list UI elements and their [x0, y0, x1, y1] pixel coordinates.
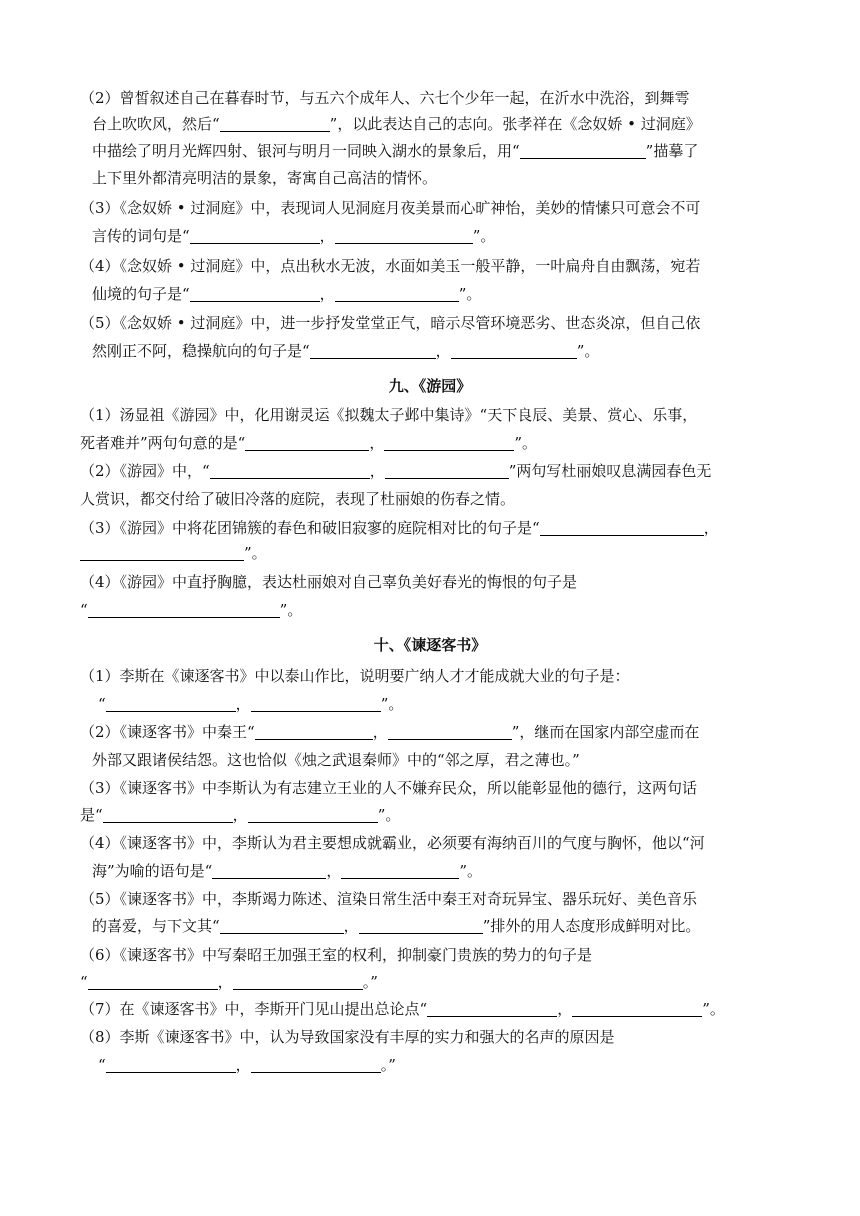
answer-blank[interactable]	[245, 433, 369, 451]
answer-blank[interactable]	[335, 284, 459, 302]
answer-blank[interactable]	[220, 114, 330, 132]
youyuan-3-line-1: （3）《游园》中将花团锦簇的春色和破旧寂寥的庭院相对比的句子是“ ，	[80, 519, 719, 537]
jianzhu-6-line-1: （6）《谏逐客书》中写秦昭王加强王室的权利，抑制豪门贵族的势力的句子是	[80, 946, 593, 964]
answer-blank[interactable]	[540, 518, 704, 536]
youyuan-4-line-1: （4）《游园》中直抒胸臆，表达杜丽娘对自己辜负美好春光的悔恨的句子是	[80, 573, 578, 591]
question-2-line-3: 中描绘了明月光辉四射、银河与明月一同映入湖水的景象后，用“ ”描摹了	[92, 142, 699, 160]
jianzhu-3-line-1: （3）《谏逐客书》中李斯认为有志建立王业的人不嫌弃民众，所以能彰显他的德行，这两句话	[80, 779, 698, 797]
jianzhu-2-line-2: 外部又跟诸侯结怨。这也恰似《烛之武退秦师》中的“邻之厚，君之薄也。”	[92, 751, 580, 769]
section-heading-jianzhukeshu: 十、《谏逐客书》	[373, 636, 487, 654]
question-4-line-1: （4）《念奴娇 • 过洞庭》中，点出秋水无波，水面如美玉一般平静，一叶扁舟自由飘荡，宛若	[80, 257, 701, 275]
youyuan-2-line-1: （2）《游园》中，“ ， ”两句写杜丽娘叹息满园春色无	[80, 462, 712, 480]
answer-blank[interactable]	[359, 916, 483, 934]
answer-blank[interactable]	[80, 543, 244, 561]
jianzhu-3-line-2: 是“ ， ”。	[80, 806, 401, 824]
answer-blank[interactable]	[384, 433, 514, 451]
jianzhu-4-line-1: （4）《谏逐客书》中，李斯认为君主要想成就霸业，必须要有海纳百川的气度与胸怀，他以“河	[80, 834, 705, 852]
jianzhu-8-line-1: （8）李斯《谏逐客书》中，认为导致国家没有丰厚的实力和强大的名声的原因是	[80, 1028, 615, 1046]
answer-blank[interactable]	[385, 461, 509, 479]
answer-blank[interactable]	[106, 1055, 236, 1073]
question-4-line-2: 仙境的句子是“ ， ”。	[92, 285, 482, 303]
jianzhu-7-line-1: （7）在《谏逐客书》中，李斯开门见山提出总论点“ ， ”。	[80, 1000, 725, 1018]
question-5-line-1: （5）《念奴娇 • 过洞庭》中，进一步抒发堂堂正气，暗示尽管环境恶劣、世态炎凉，但自己依	[80, 314, 701, 332]
answer-blank[interactable]	[212, 861, 326, 879]
answer-blank[interactable]	[251, 694, 381, 712]
youyuan-2-line-2: 人赏识，都交付给了破旧冷落的庭院，表现了杜丽娘的伤春之情。	[80, 490, 516, 508]
answer-blank[interactable]	[520, 141, 646, 159]
answer-blank[interactable]	[388, 722, 512, 740]
jianzhu-6-line-2: “ ， 。”	[80, 973, 378, 991]
answer-blank[interactable]	[572, 999, 702, 1017]
youyuan-1-line-2: 死者难并”两句句意的是“ ， ”。	[80, 434, 538, 452]
youyuan-1-line-1: （1）汤显祖《游园》中，化用谢灵运《拟魏太子邺中集诗》“天下良辰、美景、赏心、乐事，	[80, 406, 698, 424]
question-2-line-1: （2）曾皙叙述自己在暮春时节，与五六个成年人、六七个少年一起，在沂水中洗浴，到舞雩	[80, 89, 690, 107]
question-2-line-4: 上下里外都清亮明洁的景象，寄寓自己高洁的情怀。	[92, 169, 438, 187]
jianzhu-5-line-1: （5）《谏逐客书》中，李斯竭力陈述、渲染日常生活中秦王对奇玩异宝、器乐玩好、美色音乐	[80, 890, 698, 908]
answer-blank[interactable]	[190, 226, 320, 244]
question-3-line-1: （3）《念奴娇 • 过洞庭》中，表现词人见洞庭月夜美景而心旷神怡，美妙的情愫只可意会不可	[80, 199, 701, 217]
answer-blank[interactable]	[248, 805, 378, 823]
question-3-line-2: 言传的词句是“ ， ”。	[92, 227, 496, 245]
answer-blank[interactable]	[106, 694, 236, 712]
answer-blank[interactable]	[255, 722, 373, 740]
answer-blank[interactable]	[190, 284, 320, 302]
answer-blank[interactable]	[220, 916, 344, 934]
answer-blank[interactable]	[210, 461, 370, 479]
answer-blank[interactable]	[427, 999, 557, 1017]
jianzhu-2-line-1: （2）《谏逐客书》中秦王“ ， ”，继而在国家内部空虚而在	[80, 723, 700, 741]
answer-blank[interactable]	[451, 341, 577, 359]
question-2-line-2: 台上吹吹风，然后“ ”，以此表达自己的志向。张孝祥在《念奴娇 • 过洞庭》	[92, 115, 701, 133]
answer-blank[interactable]	[341, 861, 459, 879]
answer-blank[interactable]	[335, 226, 473, 244]
jianzhu-8-line-2: “ ， 。”	[98, 1056, 396, 1074]
answer-blank[interactable]	[251, 1055, 381, 1073]
answer-blank[interactable]	[103, 805, 233, 823]
answer-blank[interactable]	[88, 972, 218, 990]
jianzhu-5-line-2: 的喜爱，与下文其“ ， ”排外的用人态度形成鲜明对比。	[92, 917, 701, 935]
jianzhu-1-line-1: （1）李斯在《谏逐客书》中以泰山作比，说明要广纳人才才能成就大业的句子是：	[80, 667, 630, 685]
jianzhu-4-line-2: 海”为喻的语句是“ ， ”。	[92, 862, 483, 880]
jianzhu-1-line-2: “ ， ”。	[98, 695, 404, 713]
answer-blank[interactable]	[88, 600, 280, 618]
youyuan-4-line-2: “ ”。	[80, 601, 303, 619]
question-5-line-2: 然刚正不阿，稳操航向的句子是“ ， ”。	[92, 342, 600, 360]
answer-blank[interactable]	[310, 341, 436, 359]
section-heading-youyuan: 九、《游园》	[388, 377, 472, 395]
answer-blank[interactable]	[233, 972, 363, 990]
youyuan-3-line-2: ”。	[80, 541, 780, 565]
